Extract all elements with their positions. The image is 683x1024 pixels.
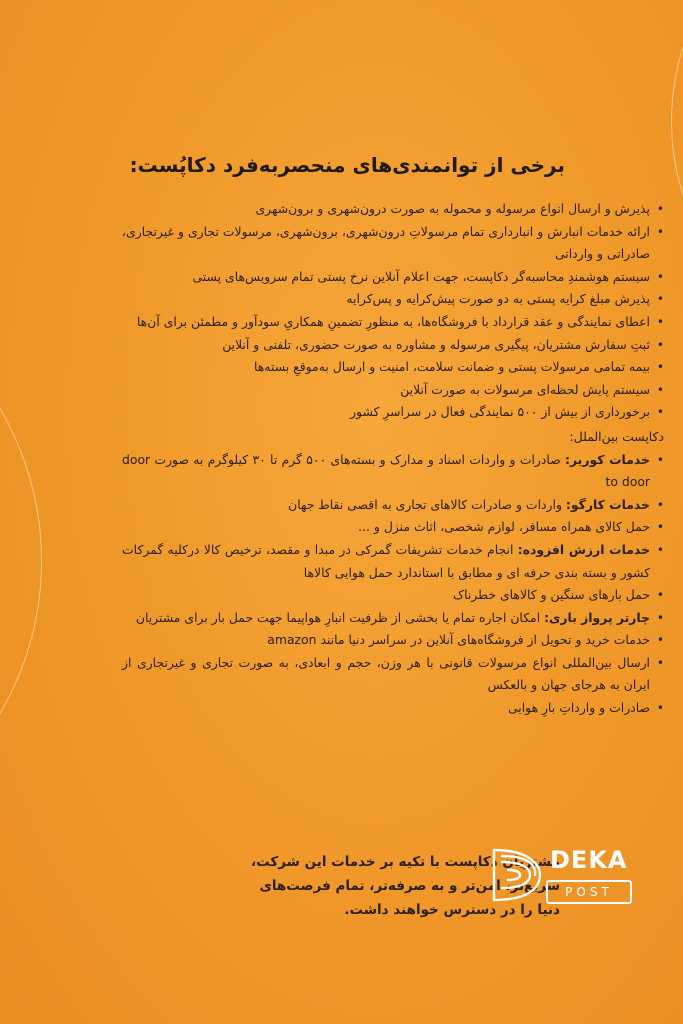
footer-line: دنیا را در دسترس خواهند داشت. <box>344 902 560 918</box>
international-list <box>122 449 664 720</box>
list-item: • حمل کالای همراه مسافر، لوازم شخصی، اثاث منزل و ... <box>122 516 664 539</box>
value-added-text: انجام خدمات تشریفات گمرکی در مبدا و مقصد، ترخیص کالا درکلیه گمرکات کشور و بسته بندی حرفه ای و مطابق با استاندارد حمل هوایی کالاها <box>122 541 650 580</box>
courier-label: خدمات کوریر: <box>565 451 650 467</box>
list-item: • سیستم هوشمندِ محاسبه‌گر دکاپست، جهت اعلام آنلاین نرخ پستی تمام سرویس‌های پستی <box>122 266 664 289</box>
charter-label: چارتر پرواز باری: <box>544 609 650 625</box>
list-item <box>122 539 664 584</box>
list-item: • ارسال بین‌المللی انواع مرسولات قانونی با هر وزن، حجم و ابعادی، به صورت تجاری و غیرتجاری از ایران به هرجای جهان و بالعکس <box>122 652 664 697</box>
value-added-label: خدمات ارزش افزوده: <box>517 541 650 557</box>
list-item: • پذیرش و ارسال انواع مرسوله و محموله به صورت درون‌شهری و برون‌شهری <box>122 198 664 221</box>
page-title: برخی از توانمندی‌های منحصربه‌فرد دکاپُست: <box>129 153 565 177</box>
list-item <box>122 629 664 652</box>
list-item: • سیستم پایش لحظه‌ای مرسولات به صورت آنلاین <box>122 379 664 402</box>
list-item: • حمل بارهای سنگین و کالاهای خطرناک <box>122 584 664 607</box>
shop-text: خدمات خرید و تحویل از فروشگاه‌های آنلاین در سراسر دنیا مانند <box>320 632 650 648</box>
list-item: • اعطای نمایندگی و عقد قرارداد با فروشگاه‌ها، به منظورِ تضمینِ همکاریِ سودآور و مطمئن برای آن‌ها <box>122 311 664 334</box>
list-item: • صادرات و وارداتِ بارِ هوایی <box>122 697 664 720</box>
cargo-text: واردات و صادرات کالاهای تجاری به اقصی نقاط جهان <box>288 496 562 512</box>
logo-brand-text: DEKA <box>550 846 628 874</box>
list-item: • بیمه تمامی مرسولات پستی و ضمانت سلامت، امنیت و ارسال به‌موقعِ بسته‌ها <box>122 356 664 379</box>
courier-latin: door to door <box>122 451 650 490</box>
list-item: • ارائه خدمات انبارش و انبارداری تمام مرسولاتِ درون‌شهری، برون‌شهری، مرسولات تجاری و غیرتجاری، صادراتی و وارداتی <box>122 221 664 266</box>
list-item: • برخورداری از بیش از ۵۰۰ نمایندگی فعال در سراسرِ کشور <box>122 401 664 424</box>
courier-text: صادرات و واردات اسناد و مدارک و بسته‌های ۵۰۰ گرم تا ۳۰ کیلوگرم به صورت <box>154 451 561 467</box>
list-item <box>122 494 664 517</box>
international-heading: دکاپست بین‌الملل: <box>569 428 664 444</box>
logo-mark-icon <box>488 844 546 906</box>
charter-text: امکان اجاره تمام یا بخشی از ظرفیت انبارِ هواپیما جهت حمل بار برای مشتریان <box>135 609 541 625</box>
capabilities-list <box>122 198 664 424</box>
capabilities-content <box>122 198 664 720</box>
footer-line: سریع‌تر، امن‌تر و به صرفه‌تر، تمام فرصت‌های <box>259 878 560 894</box>
logo-post-text: POST <box>546 880 632 904</box>
deka-post-logo <box>488 840 638 910</box>
list-item: • ثبتِ سفارش مشتریان، پیگیری مرسوله و مشاوره به صورت حضوری، تلفنی و آنلاین <box>122 334 664 357</box>
shop-latin: amazon <box>267 632 317 648</box>
footer-line: مشتریان دکاپست با تکیه بر خدمات این شرکت، <box>250 854 560 870</box>
list-item <box>122 449 664 494</box>
list-item <box>122 607 664 630</box>
list-item: • پذیرش مبلغ کرایه پستی به دو صورت پیش‌کرایه و پس‌کرایه <box>122 288 664 311</box>
cargo-label: خدمات کارگو: <box>565 496 650 512</box>
